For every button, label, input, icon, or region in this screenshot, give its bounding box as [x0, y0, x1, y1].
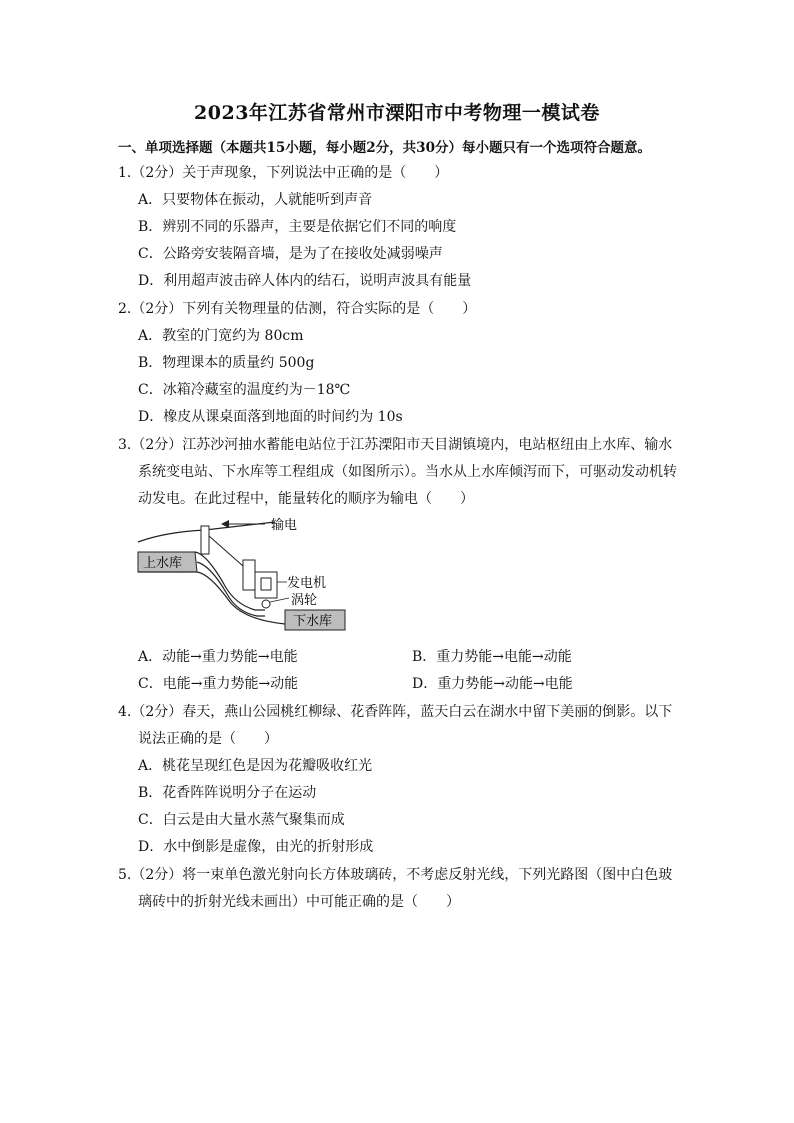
pumped-storage-figure [135, 512, 350, 637]
q2-option-a: A．教室的门宽约为 80cm [138, 328, 304, 344]
label-upper-reservoir: 上水库 [143, 556, 183, 571]
label-turbine: 涡轮 [291, 593, 318, 608]
q3-option-b: B．重力势能→电能→动能 [412, 649, 572, 665]
q3-option-a: A．动能→重力势能→电能 [138, 649, 298, 665]
generator-building [243, 560, 255, 590]
q2-option-d: D．橡皮从课桌面落到地面的时间约为 10s [138, 409, 403, 425]
q4-option-c: C．白云是由大量水蒸气聚集而成 [138, 812, 345, 828]
q1-option-d: D．利用超声波击碎人体内的结石，说明声波具有能量 [138, 273, 472, 289]
q4-option-b: B．花香阵阵说明分子在运动 [138, 785, 317, 801]
turbine-leader [270, 598, 289, 602]
question-3-line-3: 动发电。在此过程中，能量转化的顺序为输电（ ） [138, 491, 474, 507]
turbine-wheel [262, 600, 270, 608]
q2-option-b: B．物理课本的质量约 500g [138, 355, 315, 371]
question-4-line-1: 4.（2分）春天，燕山公园桃红柳绿、花香阵阵，蓝天白云在湖水中留下美丽的倒影。以下 [118, 704, 673, 720]
question-4-line-2: 说法正确的是（ ） [138, 731, 278, 747]
q4-option-a: A．桃花呈现红色是因为花瓣吸收红光 [138, 758, 373, 774]
label-lower-reservoir: 下水库 [293, 614, 333, 629]
q1-option-c: C．公路旁安装隔音墙，是为了在接收处减弱噪声 [138, 246, 443, 262]
label-generator: 发电机 [287, 576, 327, 591]
question-3-line-1: 3.（2分）江苏沙河抽水蓄能电站位于江苏溧阳市天目湖镇境内，电站枢纽由上水库、输水 [118, 437, 673, 453]
question-1: 1.（2分）关于声现象，下列说法中正确的是（ ） [118, 165, 449, 181]
question-5-line-2: 璃砖中的折射光线未画出）中可能正确的是（ ） [138, 894, 460, 910]
generator-core [261, 578, 271, 590]
q2-option-c: C．冰箱冷藏室的温度约为－18℃ [138, 382, 351, 398]
q4-option-d: D．水中倒影是虚像，由光的折射形成 [138, 839, 374, 855]
transmission-station [201, 526, 209, 554]
question-3-line-2: 系统变电站、下水库等工程组成（如图所示）。当水从上水库倾泻而下，可驱动发动机转 [138, 464, 677, 480]
q1-option-b: B．辨别不同的乐器声，主要是依据它们不同的响度 [138, 219, 457, 235]
question-2: 2.（2分）下列有关物理量的估测，符合实际的是（ ） [118, 301, 477, 317]
exam-title: 2023年江苏省常州市溧阳市中考物理一模试卷 [194, 102, 600, 124]
transmission-line [209, 536, 243, 566]
label-transmission: 输电 [271, 518, 298, 533]
q3-option-d: D．重力势能→动能→电能 [412, 676, 573, 692]
question-5-line-1: 5.（2分）将一束单色激光射向长方体玻璃砖，不考虑反射光线，下列光路图（图中白色玻 [118, 867, 673, 883]
q1-option-a: A．只要物体在振动，人就能听到声音 [138, 192, 373, 208]
arrow-head-icon [221, 520, 229, 528]
q3-option-c: C．电能→重力势能→动能 [138, 676, 299, 692]
section-heading: 一、单项选择题（本题共15小题，每小题2分，共30分）每小题只有一个选项符合题意。 [118, 140, 651, 156]
